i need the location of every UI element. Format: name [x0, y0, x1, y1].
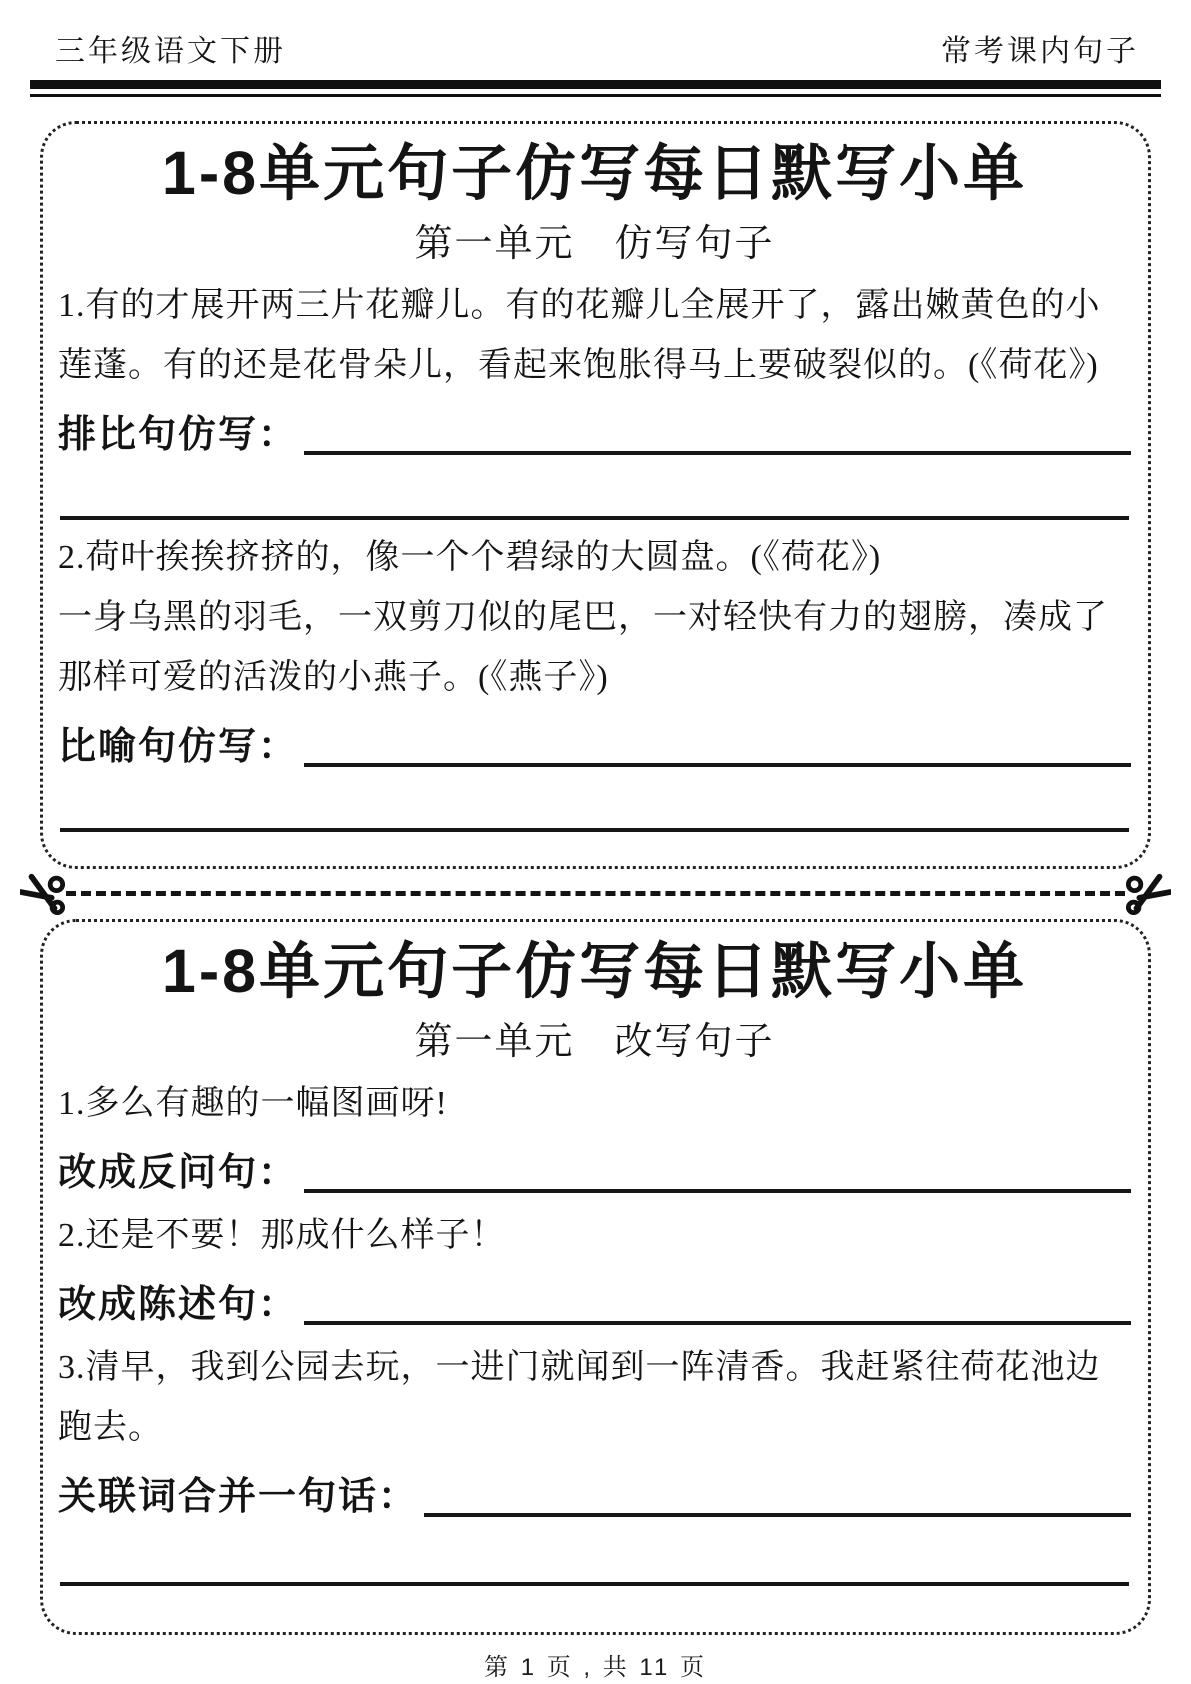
- scissors-icon: [20, 871, 66, 915]
- card2-question-1: 1.多么有趣的一幅图画呀!: [58, 1085, 448, 1122]
- card2-answer-label-1: 改成反问句：: [58, 1152, 299, 1194]
- blank-answer-line: [60, 776, 1129, 832]
- cut-dashes: [66, 891, 1125, 896]
- page-header: [0, 0, 1191, 70]
- answer-line: [304, 451, 1131, 455]
- card1-answer-row-2: [58, 714, 1131, 776]
- blank-answer-line: [60, 1526, 1129, 1586]
- header-divider: [30, 80, 1161, 97]
- worksheet-card-1: [40, 121, 1151, 869]
- answer-line: [424, 1513, 1131, 1517]
- card2-question-3: 3.清早，我到公园去玩，一进门就闻到一阵清香。我赶紧往荷花池边跑去。: [58, 1349, 1101, 1446]
- card2-question-2: 2.还是不要！那成什么样子！: [58, 1217, 506, 1254]
- card2-subtitle: 第一单元 改写句子: [414, 1021, 775, 1063]
- card1-title: 1-8单元句子仿写每日默写小单: [161, 139, 1028, 207]
- answer-line: [304, 763, 1131, 767]
- card2-answer-row-3: [58, 1464, 1131, 1526]
- answer-line: [304, 1321, 1131, 1325]
- book-title: 三年级语文下册: [55, 35, 286, 68]
- card2-answer-label-3: 关联词合并一句话：: [58, 1476, 419, 1518]
- card2-answer-label-2: 改成陈述句：: [58, 1284, 299, 1326]
- topic-title: 常考课内句子: [941, 35, 1139, 68]
- card2-answer-row-2: [58, 1272, 1131, 1334]
- card1-answer-label-1: 排比句仿写：: [58, 414, 299, 456]
- blank-answer-line: [60, 464, 1129, 520]
- page-number: 第 1 页 , 共 11 页: [484, 1654, 707, 1681]
- card2-title: 1-8单元句子仿写每日默写小单: [161, 937, 1028, 1005]
- scissors-icon: [1125, 871, 1171, 915]
- card1-question-3: 一身乌黑的羽毛，一双剪刀似的尾巴，一对轻快有力的翅膀，凑成了那样可爱的活泼的小燕子。(《燕子》): [58, 599, 1108, 696]
- card1-subtitle: 第一单元 仿写句子: [414, 223, 775, 265]
- worksheet-card-2: [40, 919, 1151, 1635]
- header-rule-thick: [30, 80, 1161, 89]
- card1-question-2: 2.荷叶挨挨挤挤的，像一个个碧绿的大圆盘。(《荷花》): [58, 539, 882, 576]
- card1-answer-row-1: [58, 402, 1131, 464]
- card2-answer-row-1: [58, 1140, 1131, 1202]
- card1-question-1: 1.有的才展开两三片花瓣儿。有的花瓣儿全展开了，露出嫩黄色的小莲蓬。有的还是花骨朵儿，看起来饱胀得马上要破裂似的。(《荷花》): [58, 287, 1101, 384]
- card1-answer-label-2: 比喻句仿写：: [58, 726, 299, 768]
- cut-line: [14, 869, 1177, 919]
- header-rule-thin: [30, 94, 1161, 97]
- answer-line: [304, 1189, 1131, 1193]
